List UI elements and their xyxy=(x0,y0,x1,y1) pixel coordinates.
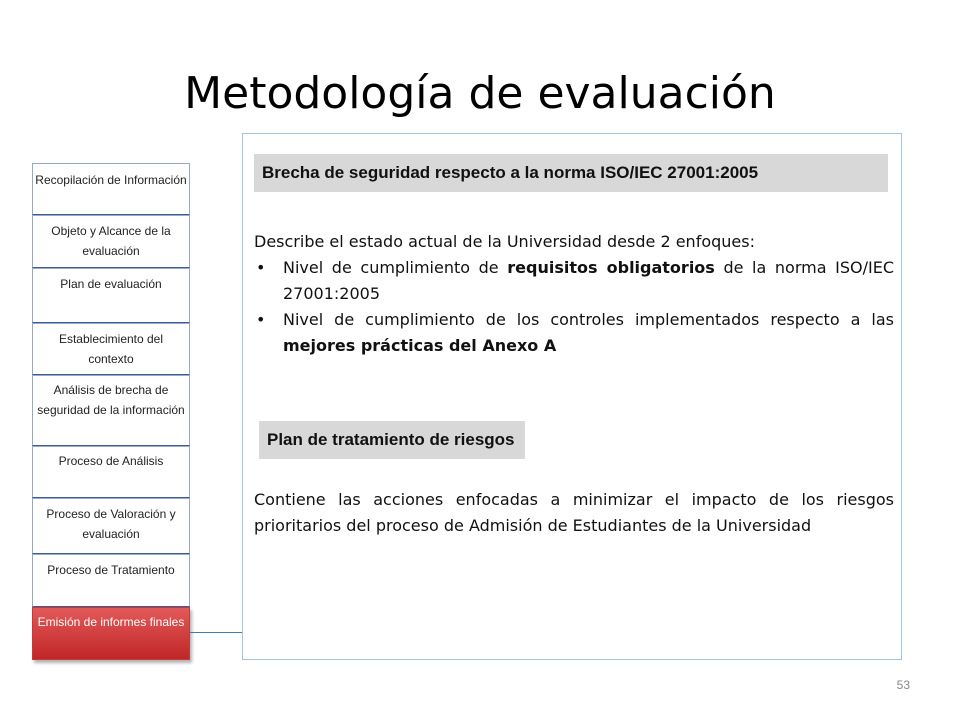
bullet2-text: Nivel de cumplimiento de los controles implementados respecto a las xyxy=(283,310,894,329)
section2-heading: Plan de tratamiento de riesgos xyxy=(259,421,525,459)
section1-heading: Brecha de seguridad respecto a la norma ISO/IEC 27001:2005 xyxy=(254,154,888,192)
connector-line xyxy=(190,632,242,633)
bullet-dot-icon: • xyxy=(256,310,266,329)
step-emision-informes: Emisión de informes finales xyxy=(32,607,190,660)
slide-title: Metodología de evaluación xyxy=(184,68,776,119)
process-steps-list xyxy=(32,163,190,660)
step-analisis-brecha: Análisis de brecha de seguridad de la información xyxy=(32,375,190,446)
bullet-dot-icon: • xyxy=(256,258,266,277)
bullet-item-requisitos xyxy=(254,255,894,307)
content-panel xyxy=(242,133,902,660)
step-recopilacion: Recopilación de Información xyxy=(32,163,190,215)
page-number: 53 xyxy=(896,678,910,692)
bullet2-bold: mejores prácticas del Anexo A xyxy=(283,336,557,355)
bullet1-text: Nivel de cumplimiento de xyxy=(283,258,508,277)
step-proceso-valoracion: Proceso de Valoración y evaluación xyxy=(32,498,190,554)
section1-intro: Describe el estado actual de la Universidad desde 2 enfoques: xyxy=(254,232,755,251)
bullet1-bold: requisitos obligatorios xyxy=(507,258,715,277)
section1-body xyxy=(254,229,894,359)
step-plan-evaluacion: Plan de evaluación xyxy=(32,268,190,323)
bullet-item-controles xyxy=(254,307,894,359)
step-proceso-analisis: Proceso de Análisis xyxy=(32,446,190,498)
section2-body xyxy=(254,487,894,539)
step-proceso-tratamiento: Proceso de Tratamiento xyxy=(32,554,190,607)
section2-text: Contiene las acciones enfocadas a minimizar el impacto de los riesgos prioritarios del proceso de Admisión de Estudiantes de la Universidad xyxy=(254,490,894,535)
bullet1-tail: de la norma ISO/IEC 27001:2005 xyxy=(283,258,895,303)
step-objeto-alcance: Objeto y Alcance de la evaluación xyxy=(32,215,190,268)
step-establecimiento-contexto: Establecimiento del contexto xyxy=(32,323,190,375)
section1-bullet-list xyxy=(254,255,894,359)
